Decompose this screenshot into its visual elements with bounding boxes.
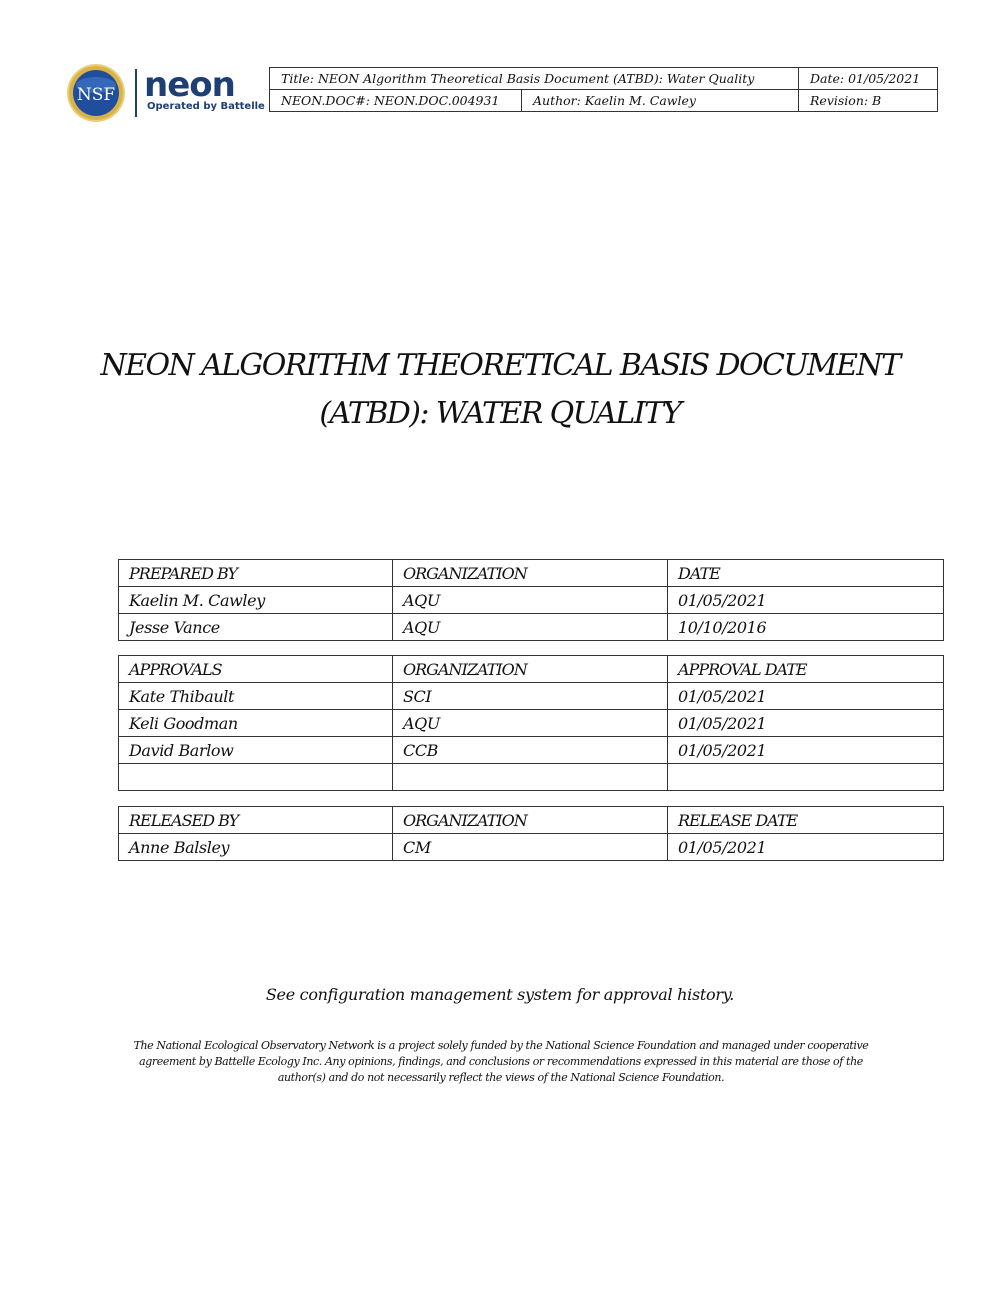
cell-org: CM — [393, 834, 668, 861]
disclaimer-line: author(s) and do not necessarily reflect the views of the National Science Foundation. — [277, 1071, 725, 1084]
released-header-name: RELEASED BY — [119, 807, 393, 834]
prepared-header-date: DATE — [668, 560, 944, 587]
approvals-header-name: APPROVALS — [119, 656, 393, 683]
cell-date: 01/05/2021 — [668, 737, 944, 764]
header-title: Title: NEON Algorithm Theoretical Basis Document (ATBD): Water Quality — [270, 68, 799, 90]
cell-date: 01/05/2021 — [668, 683, 944, 710]
document-title-line1: NEON ALGORITHM THEORETICAL BASIS DOCUMENT — [100, 348, 900, 383]
neon-logo-text: neon — [144, 66, 235, 102]
cell-date: 01/05/2021 — [668, 710, 944, 737]
disclaimer — [126, 1038, 876, 1086]
header-doc-number: NEON.DOC#: NEON.DOC.004931 — [270, 90, 522, 112]
operated-by-label: Operated by Battelle — [147, 101, 265, 112]
nsf-logo — [66, 63, 126, 123]
released-header-org: ORGANIZATION — [393, 807, 668, 834]
header-date: Date: 01/05/2021 — [799, 68, 938, 90]
released-table — [118, 806, 944, 861]
cell-org: AQU — [393, 614, 668, 641]
table-row — [119, 737, 944, 764]
cell-name: Kate Thibault — [119, 683, 393, 710]
cell-name: Keli Goodman — [119, 710, 393, 737]
cell-date — [668, 764, 944, 791]
header-revision: Revision: B — [799, 90, 938, 112]
table-row — [119, 587, 944, 614]
table-row — [119, 764, 944, 791]
cell-org: CCB — [393, 737, 668, 764]
table-header-row — [119, 656, 944, 683]
cell-date: 01/05/2021 — [668, 834, 944, 861]
cell-name: Anne Balsley — [119, 834, 393, 861]
config-management-note: See configuration management system for approval history. — [265, 985, 735, 1004]
cell-org: AQU — [393, 710, 668, 737]
approvals-header-org: ORGANIZATION — [393, 656, 668, 683]
disclaimer-line: The National Ecological Observatory Network is a project solely funded by the National Science Foundation and managed under cooperative — [133, 1039, 869, 1052]
cell-name — [119, 764, 393, 791]
table-row — [119, 614, 944, 641]
cell-org — [393, 764, 668, 791]
approvals-header-date: APPROVAL DATE — [668, 656, 944, 683]
prepared-table — [118, 559, 944, 641]
cell-name: Jesse Vance — [119, 614, 393, 641]
neon-logo — [144, 66, 244, 102]
prepared-header-name: PREPARED BY — [119, 560, 393, 587]
cell-org: AQU — [393, 587, 668, 614]
prepared-header-org: ORGANIZATION — [393, 560, 668, 587]
table-row — [119, 683, 944, 710]
table-row — [119, 710, 944, 737]
disclaimer-line: agreement by Battelle Ecology Inc. Any opinions, findings, and conclusions or recommendations expressed in this material are those of the — [139, 1055, 863, 1068]
table-header-row — [119, 560, 944, 587]
logo-divider — [135, 69, 137, 117]
document-title-line2: (ATBD): WATER QUALITY — [319, 396, 681, 431]
nsf-logo-text: NSF — [76, 85, 116, 105]
cell-name: Kaelin M. Cawley — [119, 587, 393, 614]
cell-date: 01/05/2021 — [668, 587, 944, 614]
released-header-date: RELEASE DATE — [668, 807, 944, 834]
table-header-row — [119, 807, 944, 834]
document-header-table — [269, 67, 938, 112]
table-row — [119, 834, 944, 861]
cell-date: 10/10/2016 — [668, 614, 944, 641]
header-author: Author: Kaelin M. Cawley — [522, 90, 799, 112]
approvals-table — [118, 655, 944, 791]
cell-name: David Barlow — [119, 737, 393, 764]
cell-org: SCI — [393, 683, 668, 710]
document-title — [60, 342, 940, 438]
